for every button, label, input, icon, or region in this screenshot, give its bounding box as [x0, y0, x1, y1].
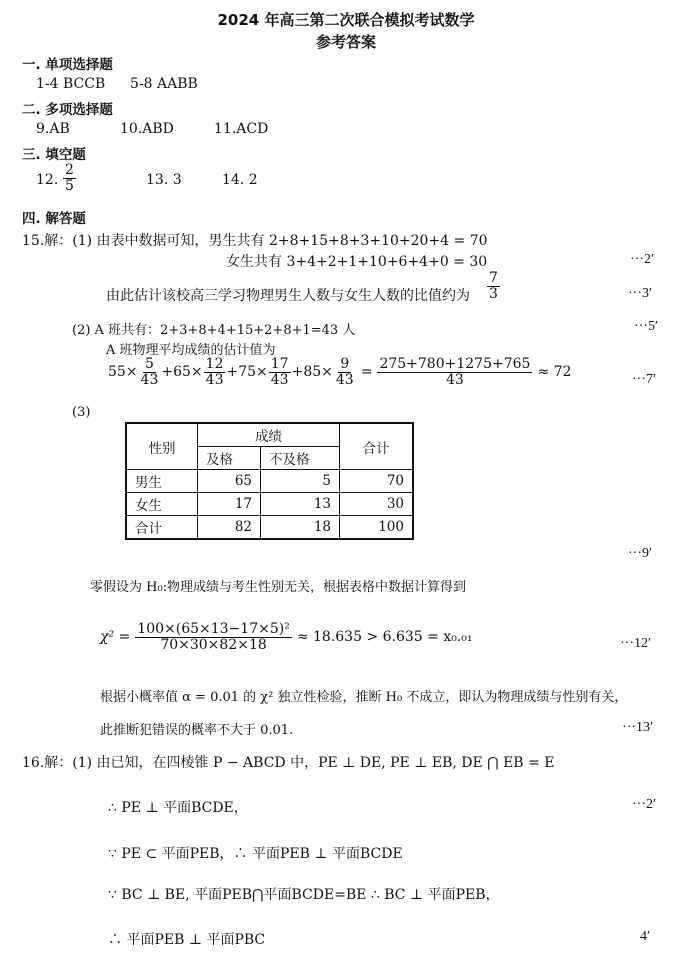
answer-5-8: 5-8 AABB	[130, 76, 198, 92]
q16-line-3: ∵ PE ⊂ 平面PEB，∴ 平面PEB ⊥ 平面BCDE	[108, 846, 403, 862]
chi-square-formula: χ² = $\frac{\text{100×(65×13−17×5)²}}{70\times 30\times 82\times 18}$ ≈ 18.635 > 6.635 = x₀.₀₁	[100, 621, 473, 653]
score-2: ···2′	[630, 252, 655, 267]
header-gender: 性别	[126, 423, 198, 470]
score-7: ···7′	[632, 372, 657, 387]
score-13: ···13′	[622, 720, 654, 735]
q16-line-1: 16.解：(1) 由已知，在四棱锥 P − ABCD 中，PE ⊥ DE, PE ⊥ EB, DE ⋂ EB = E	[22, 755, 555, 771]
score-q16-4: 4′	[640, 929, 651, 944]
ratio-denominator: 3	[489, 285, 498, 302]
page-subtitle: 参考答案	[315, 33, 376, 51]
q15-conclusion-2: 此推断犯错误的概率不大于 0.01.	[100, 723, 294, 738]
section-heading-multi-choice: 二. 多项选择题	[22, 102, 113, 118]
q16-line-4: ∵ BC ⊥ BE, 平面PEB⋂平面BCDE=BE ∴ BC ⊥ 平面PEB，	[108, 887, 500, 903]
contingency-table-wrapper	[125, 422, 414, 540]
score-12: ···12′	[620, 636, 652, 651]
score-9: ···9′	[628, 546, 653, 561]
header-pass: 及格	[198, 447, 261, 470]
q15-line-5: A 班物理平均成绩的估计值为	[106, 343, 276, 358]
table-row: 合计 82 18 100	[126, 516, 413, 540]
q15-line-1: 15.解：(1) 由表中数据可知，男生共有 2+8+15+8+3+10+20+4 = 70	[22, 233, 488, 249]
ratio-fraction	[486, 271, 501, 301]
header-score: 成绩	[198, 423, 340, 447]
answer-12-fraction	[62, 163, 77, 193]
score-5: ···5′	[634, 319, 659, 334]
answer-12-label: 12.	[36, 172, 59, 188]
score-q16-2: ···2′	[632, 797, 657, 812]
answer-12-numerator: 2	[65, 162, 74, 178]
answer-12-denominator: 5	[65, 177, 74, 194]
q15-line-3: 由此估计该校高三学习物理男生人数与女生人数的比值约为	[106, 288, 470, 304]
q16-line-5: ∴ 平面PEB ⊥ 平面PBC	[108, 932, 266, 948]
answer-1-4: 1-4 BCCB	[36, 76, 106, 92]
header-total: 合计	[340, 423, 414, 470]
q15-conclusion-1: 根据小概率值 α = 0.01 的 χ² 独立性检验，推断 H₀ 不成立，即认为物理成绩与性别有关，	[100, 690, 628, 705]
q16-line-2: ∴ PE ⊥ 平面BCDE，	[108, 800, 248, 816]
section-heading-fill-in: 三. 填空题	[22, 147, 86, 163]
table-row: 男生 65 5 70	[126, 470, 413, 493]
table-row: 女生 17 13 30	[126, 493, 413, 516]
q15-line-4: (2) A 班共有：2+3+8+4+15+2+8+1=43 人	[72, 323, 356, 338]
page-title: 2024 年高三第二次联合模拟考试数学	[217, 11, 475, 29]
answer-13: 13. 3	[146, 172, 182, 188]
section-heading-single-choice: 一. 单项选择题	[22, 57, 113, 73]
average-expression: 55× $\frac{5}{43}$ +65× $\frac{12}{43}$ +75× $\frac{17}{43}$ +85× $\frac{9}{43}$ = $\frac{275+780+1275+765}{43}$ ≈ 72	[108, 356, 572, 388]
answer-11: 11.ACD	[214, 121, 269, 137]
q15-line-2: 女生共有 3+4+2+1+10+6+4+0 = 30	[226, 254, 488, 270]
q15-part-3-label: (3)	[72, 405, 91, 420]
answer-14: 14. 2	[222, 172, 258, 188]
score-3: ···3′	[628, 286, 653, 301]
q15-hypothesis: 零假设为 H₀:物理成绩与考生性别无关，根据表格中数据计算得到	[90, 580, 467, 595]
section-heading-solutions: 四. 解答题	[22, 211, 86, 227]
contingency-table	[125, 422, 414, 540]
answer-10: 10.ABD	[120, 121, 174, 137]
header-fail: 不及格	[261, 447, 340, 470]
ratio-numerator: 7	[489, 270, 498, 286]
answer-9: 9.AB	[36, 121, 70, 137]
